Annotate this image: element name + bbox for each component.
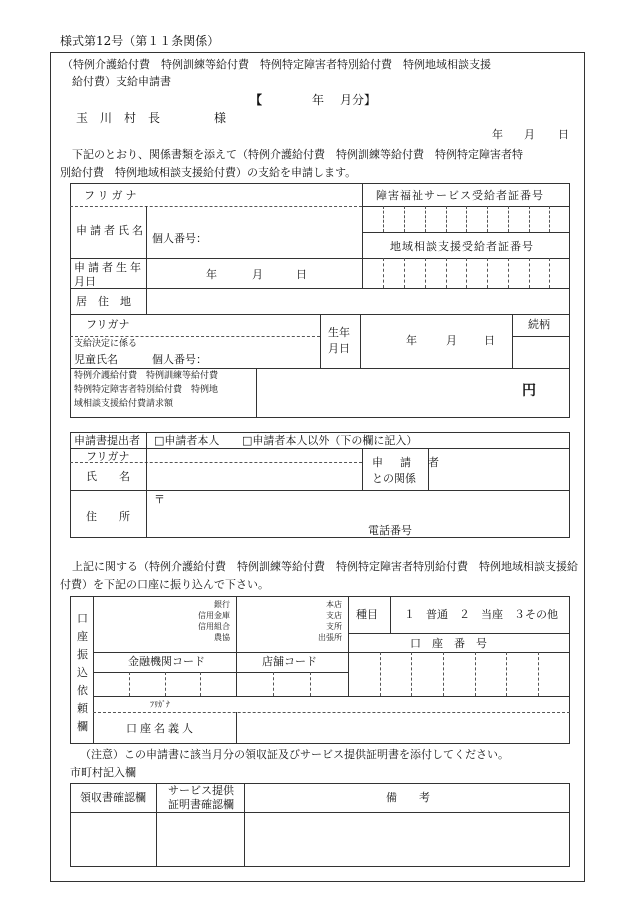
- bank-side-3: 振: [77, 648, 88, 661]
- service-check-label-2: 証明書確認欄: [168, 798, 234, 811]
- submitter-relation-label-2: との関係: [372, 472, 416, 485]
- inst-type-nokyo: 農協: [214, 633, 230, 642]
- account-kind-label: 種目: [356, 608, 378, 621]
- child-birth-month: 月: [446, 334, 457, 347]
- account-number-label: 口 座 番 号: [410, 637, 487, 650]
- applicant-birth-year: 年: [206, 268, 217, 281]
- form-title-line1: （特例介護給付費 特例訓練等給付費 特例特定障害者特別給付費 特例地域相談支援: [62, 58, 491, 71]
- attachment-note: （注意）この申請書に該当月分の領収証及びサービス提供証明書を添付してください。: [80, 748, 509, 761]
- account-holder-label: 口座名義人: [126, 722, 196, 735]
- branch-type-shisho: 支所: [326, 622, 342, 631]
- period-month: 月分】: [340, 93, 377, 107]
- bank-side-7: 欄: [77, 720, 88, 733]
- service-check-label-1: サービス提供: [168, 784, 234, 797]
- addressee-honorific: 様: [214, 111, 227, 125]
- child-relation-label: 続柄: [528, 318, 550, 331]
- claim-unit: 円: [522, 383, 536, 399]
- submitter-phone-label: 電話番号: [368, 524, 412, 537]
- bank-side-1: 口: [77, 612, 88, 625]
- service-cert-label: 障害福祉サービス受給者証番号: [376, 189, 544, 202]
- bank-side-2: 座: [77, 630, 88, 643]
- period-year: 年: [312, 93, 325, 107]
- branch-code-label: 店舗コード: [262, 655, 317, 668]
- bank-intro-line2: 付費）を下記の口座に振り込んで下さい。: [60, 578, 269, 591]
- postal-mark: 〒: [154, 493, 165, 506]
- submitter-option-self[interactable]: □申請者本人: [154, 434, 220, 447]
- child-individual-no: 個人番号：: [152, 353, 207, 366]
- date-month: 月: [524, 128, 535, 141]
- form-id: 様式第12号（第１１条関係）: [60, 34, 220, 48]
- period-open: 【: [250, 93, 263, 107]
- branch-type-shiten: 支店: [326, 611, 342, 620]
- consult-cert-label: 地域相談支援受給者証番号: [390, 240, 534, 253]
- applicant-individual-no: 個人番号：: [152, 232, 207, 245]
- child-birth-label-1: 生年: [328, 326, 350, 339]
- municipal-title: 市町村記入欄: [70, 766, 136, 779]
- applicant-name-label: 申請者氏名: [76, 224, 146, 237]
- submitter-relation-label-1: 申 請 者: [372, 456, 442, 469]
- branch-type-honten: 本店: [326, 600, 342, 609]
- applicant-birth-label-1: 申請者生年: [74, 261, 144, 274]
- inst-type-shinkin: 信用金庫: [198, 611, 230, 620]
- bank-side-6: 頼: [77, 702, 88, 715]
- child-label-2: 児童氏名: [74, 353, 118, 366]
- receipt-check-label: 領収書確認欄: [80, 791, 146, 804]
- child-birth-year: 年: [406, 334, 417, 347]
- remarks-label: 備 考: [386, 791, 430, 804]
- intro-line2: 別給付費 特例地域相談支援給付費）の支給を申請します。: [60, 166, 357, 179]
- applicant-furigana-label: フリガナ: [84, 189, 140, 202]
- bank-side-5: 依: [77, 684, 88, 697]
- submitter-name-label: 氏 名: [86, 470, 130, 483]
- child-furigana-label: フリガナ: [86, 318, 130, 331]
- form-title-line2: 給付費）支給申請書: [72, 75, 171, 88]
- inst-code-label: 金融機関コード: [128, 655, 205, 668]
- bank-intro-line1: 上記に関する（特例介護給付費 特例訓練等給付費 特例特定障害者特別給付費 特例地域相談支援給: [72, 560, 578, 573]
- child-label-1: 支給決定に係る: [74, 339, 138, 349]
- submitter-option-other[interactable]: □申請者本人以外（下の欄に記入）: [242, 434, 418, 447]
- applicant-table: [70, 183, 570, 418]
- addressee-name: 玉 川 村 長: [76, 111, 161, 125]
- inst-type-kumiai: 信用組合: [198, 622, 230, 631]
- submitter-address-label: 住 所: [86, 510, 130, 523]
- child-birth-day: 日: [484, 334, 495, 347]
- account-kind-options[interactable]: １ 普通 ２ 当座 ３その他: [404, 608, 558, 621]
- date-day: 日: [558, 128, 569, 141]
- date-year: 年: [492, 128, 503, 141]
- claim-label-3: 域相談支援給付費請求額: [74, 399, 174, 409]
- inst-type-bank: 銀行: [214, 600, 230, 609]
- submitter-label: 申請書提出者: [74, 434, 140, 447]
- submitter-furigana-label: フリガナ: [86, 450, 130, 463]
- branch-type-shuchojo: 出張所: [318, 633, 342, 642]
- claim-label-1: 特例介護給付費 特例訓練等給付費: [74, 371, 219, 381]
- holder-furigana-label: ﾌﾘｶﾞﾅ: [150, 700, 170, 709]
- applicant-birth-label-2: 月日: [74, 275, 96, 288]
- applicant-birth-month: 月: [252, 268, 263, 281]
- child-birth-label-2: 月日: [328, 342, 350, 355]
- intro-line1: 下記のとおり、関係書類を添えて（特例介護給付費 特例訓練等給付費 特例特定障害者特: [72, 148, 523, 161]
- applicant-birth-day: 日: [296, 268, 307, 281]
- claim-label-2: 特例特定障害者特別給付費 特例地: [74, 385, 219, 395]
- applicant-address-label: 居 住 地: [76, 295, 131, 308]
- bank-side-4: 込: [77, 666, 88, 679]
